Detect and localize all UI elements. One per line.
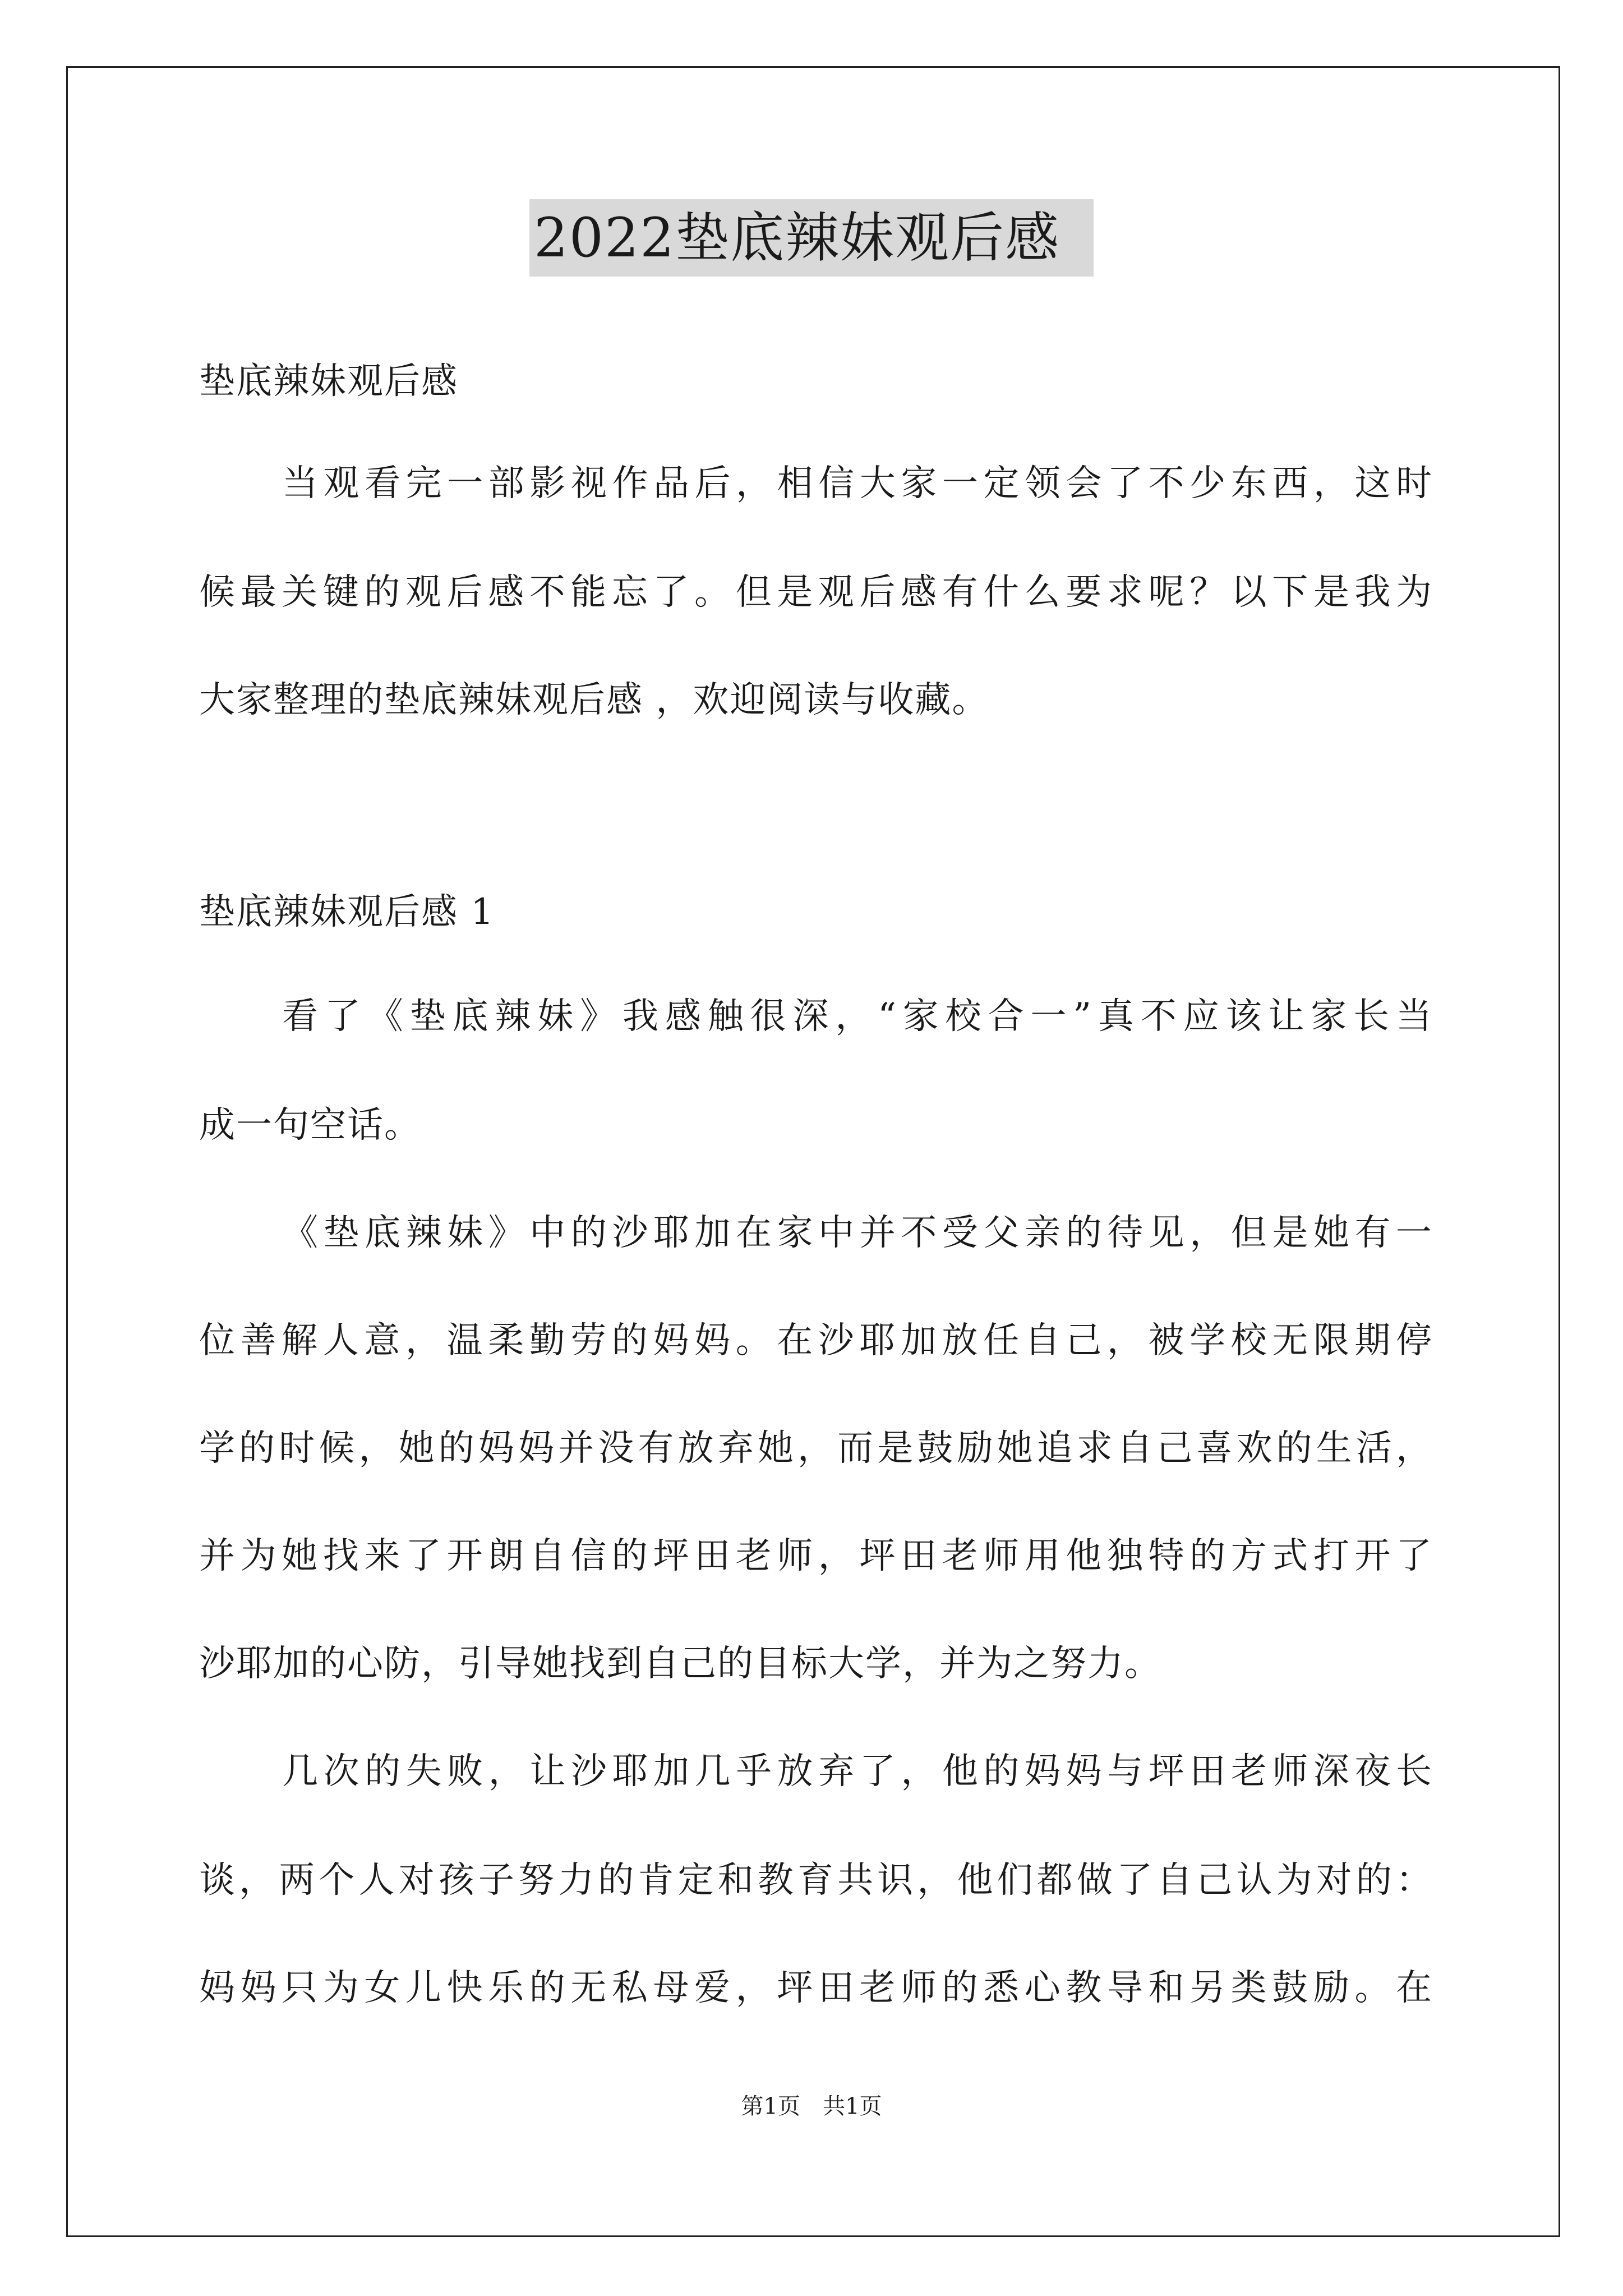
paragraph-line: 位善解人意，温柔勤劳的妈妈。在沙耶加放任自己，被学校无限期停: [199, 1320, 1433, 1361]
paragraph-line: 沙耶加的心防，引导她找到自己的目标大学，并为之努力。: [199, 1643, 1161, 1685]
intro-line: 大家整理的垫底辣妹观后感 ，欢迎阅读与收藏。: [199, 679, 989, 721]
paragraph-line: 并为她找来了开朗自信的坪田老师，坪田老师用他独特的方式打开了: [199, 1535, 1433, 1577]
subheading: 垫底辣妹观后感: [199, 361, 458, 402]
intro-line: 候最关键的观后感不能忘了。但是观后感有什么要求呢？以下是我为: [199, 572, 1433, 613]
section-heading: 垫底辣妹观后感 1: [199, 891, 495, 933]
page-footer: 第1页 共1页: [741, 2093, 882, 2119]
paragraph-line: 成一句空话。: [199, 1105, 421, 1146]
paragraph-line: 谈，两个人对孩子努力的肯定和教育共识，他们都做了自己认为对的：: [199, 1860, 1433, 1901]
paragraph-line: 几次的失败，让沙耶加几乎放弃了，他的妈妈与坪田老师深夜长: [282, 1751, 1433, 1792]
paragraph-line: 学的时候，她的妈妈并没有放弃她，而是鼓励她追求自己喜欢的生活，: [199, 1428, 1433, 1469]
paragraph-line: 看了《垫底辣妹》我感触很深，“家校合一”真不应该让家长当: [282, 996, 1433, 1037]
title-container: [0, 199, 1623, 277]
paragraph-line: 《垫底辣妹》中的沙耶加在家中并不受父亲的待见，但是她有一: [282, 1212, 1433, 1254]
paragraph-line: 妈妈只为女儿快乐的无私母爱，坪田老师的悉心教导和另类鼓励。在: [199, 1967, 1433, 2009]
document-title: 2022垫底辣妹观后感: [529, 199, 1094, 277]
intro-line: 当观看完一部影视作品后，相信大家一定领会了不少东西，这时: [282, 463, 1433, 504]
